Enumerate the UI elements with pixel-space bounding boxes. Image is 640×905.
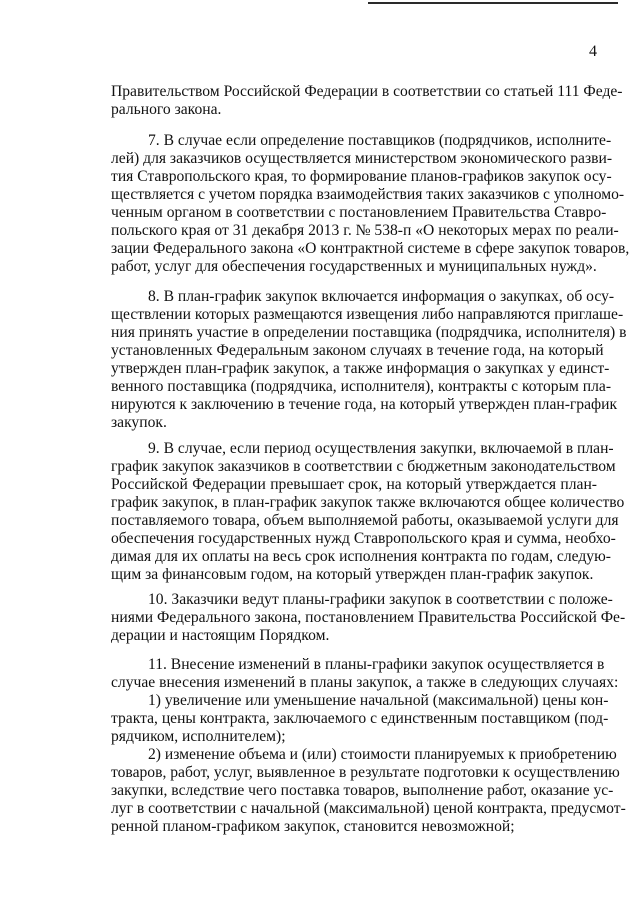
text-line: утвержден план-график закупок, а также информация о закупках у единст- (111, 360, 610, 377)
text-line: 7. В случае если определение поставщиков (подрядчиков, исполните- (148, 132, 612, 149)
text-line: 8. В план-график закупок включается информация о закупках, об осу- (148, 288, 615, 305)
text-line: товаров, работ, услуг, выявленное в результате подготовки к осуществлению (111, 764, 620, 781)
text-line: ществлении которых размещаются извещения либо направляются приглаше- (111, 306, 624, 323)
text-line: ренной планом-графиком закупок, становится невозможной; (111, 818, 515, 835)
text-line: закупок. (111, 414, 167, 431)
text-line: 11. Внесение изменений в планы-графики закупок осуществляется в (148, 656, 605, 673)
text-line: польского края от 31 декабря 2013 г. № 538-п «О некоторых мерах по реали- (111, 222, 619, 239)
text-line: закупки, вследствие чего поставка товаров, выполнение работ, оказание ус- (111, 782, 614, 799)
text-line: 2) изменение объема и (или) стоимости планируемых к приобретению (148, 746, 617, 763)
text-line: зации Федерального закона «О контрактной системе в сфере закупок товаров, (111, 240, 630, 257)
text-line: 1) увеличение или уменьшение начальной (максимальной) цены кон- (148, 692, 609, 709)
text-line: ществляется с учетом порядка взаимодействия таких заказчиков с уполномо- (111, 186, 625, 203)
text-line: нируются к заключению в течение года, на который утвержден план-график (111, 396, 618, 413)
text-line: ниями Федерального закона, постановлением Правительства Российской Фе- (111, 609, 626, 626)
text-line: рядчиком, исполнителем); (111, 728, 286, 745)
text-line: димая для их оплаты на весь срок исполнения контракта по годам, следую- (111, 548, 611, 565)
text-line: тия Ставропольского края, то формирование планов-графиков закупок осу- (111, 168, 612, 185)
text-line: работ, услуг для обеспечения государственных и муниципальных нужд». (111, 258, 597, 275)
text-line: Российской Федерации превышает срок, на который утверждается план- (111, 476, 597, 493)
text-line: поставляемого товара, объем выполняемой работы, оказываемой услуги для (111, 512, 619, 529)
scan-edge-line (368, 2, 618, 4)
text-line: венного поставщика (подрядчика, исполнителя), контракты с которым пла- (111, 378, 612, 395)
text-line: 9. В случае, если период осуществления закупки, включаемой в план- (148, 440, 614, 457)
text-line: ния принять участие в определении поставщика (подрядчика, исполнителя) в (111, 324, 627, 341)
text-line: рального закона. (111, 101, 222, 118)
text-line: лей) для заказчиков осуществляется министерством экономического разви- (111, 150, 613, 167)
text-line: график закупок, в план-график закупок также включаются общее количество (111, 494, 625, 511)
text-line: тракта, цены контракта, заключаемого с единственным поставщиком (под- (111, 710, 609, 727)
text-line: установленных Федеральным законом случаях в течение года, на который (111, 342, 604, 359)
page-number: 4 (589, 43, 597, 60)
text-line: случае внесения изменений в планы закупок, а также в следующих случаях: (111, 674, 619, 691)
text-line: луг в соответствии с начальной (максимальной) ценой контракта, предусмот- (111, 800, 626, 817)
text-line: щим за финансовым годом, на который утвержден план-график закупок. (111, 566, 594, 583)
text-line: Правительством Российской Федерации в соответствии со статьей 111 Феде- (111, 83, 623, 100)
text-line: 10. Заказчики ведут планы-графики закупок в соответствии с положе- (148, 591, 613, 608)
text-line: ченным органом в соответствии с постановлением Правительства Ставро- (111, 204, 607, 221)
text-line: дерации и настоящим Порядком. (111, 627, 330, 644)
text-line: обеспечения государственных нужд Ставропольского края и сумма, необхо- (111, 530, 616, 547)
text-line: график закупок заказчиков в соответствии с бюджетным законодательством (111, 458, 616, 475)
